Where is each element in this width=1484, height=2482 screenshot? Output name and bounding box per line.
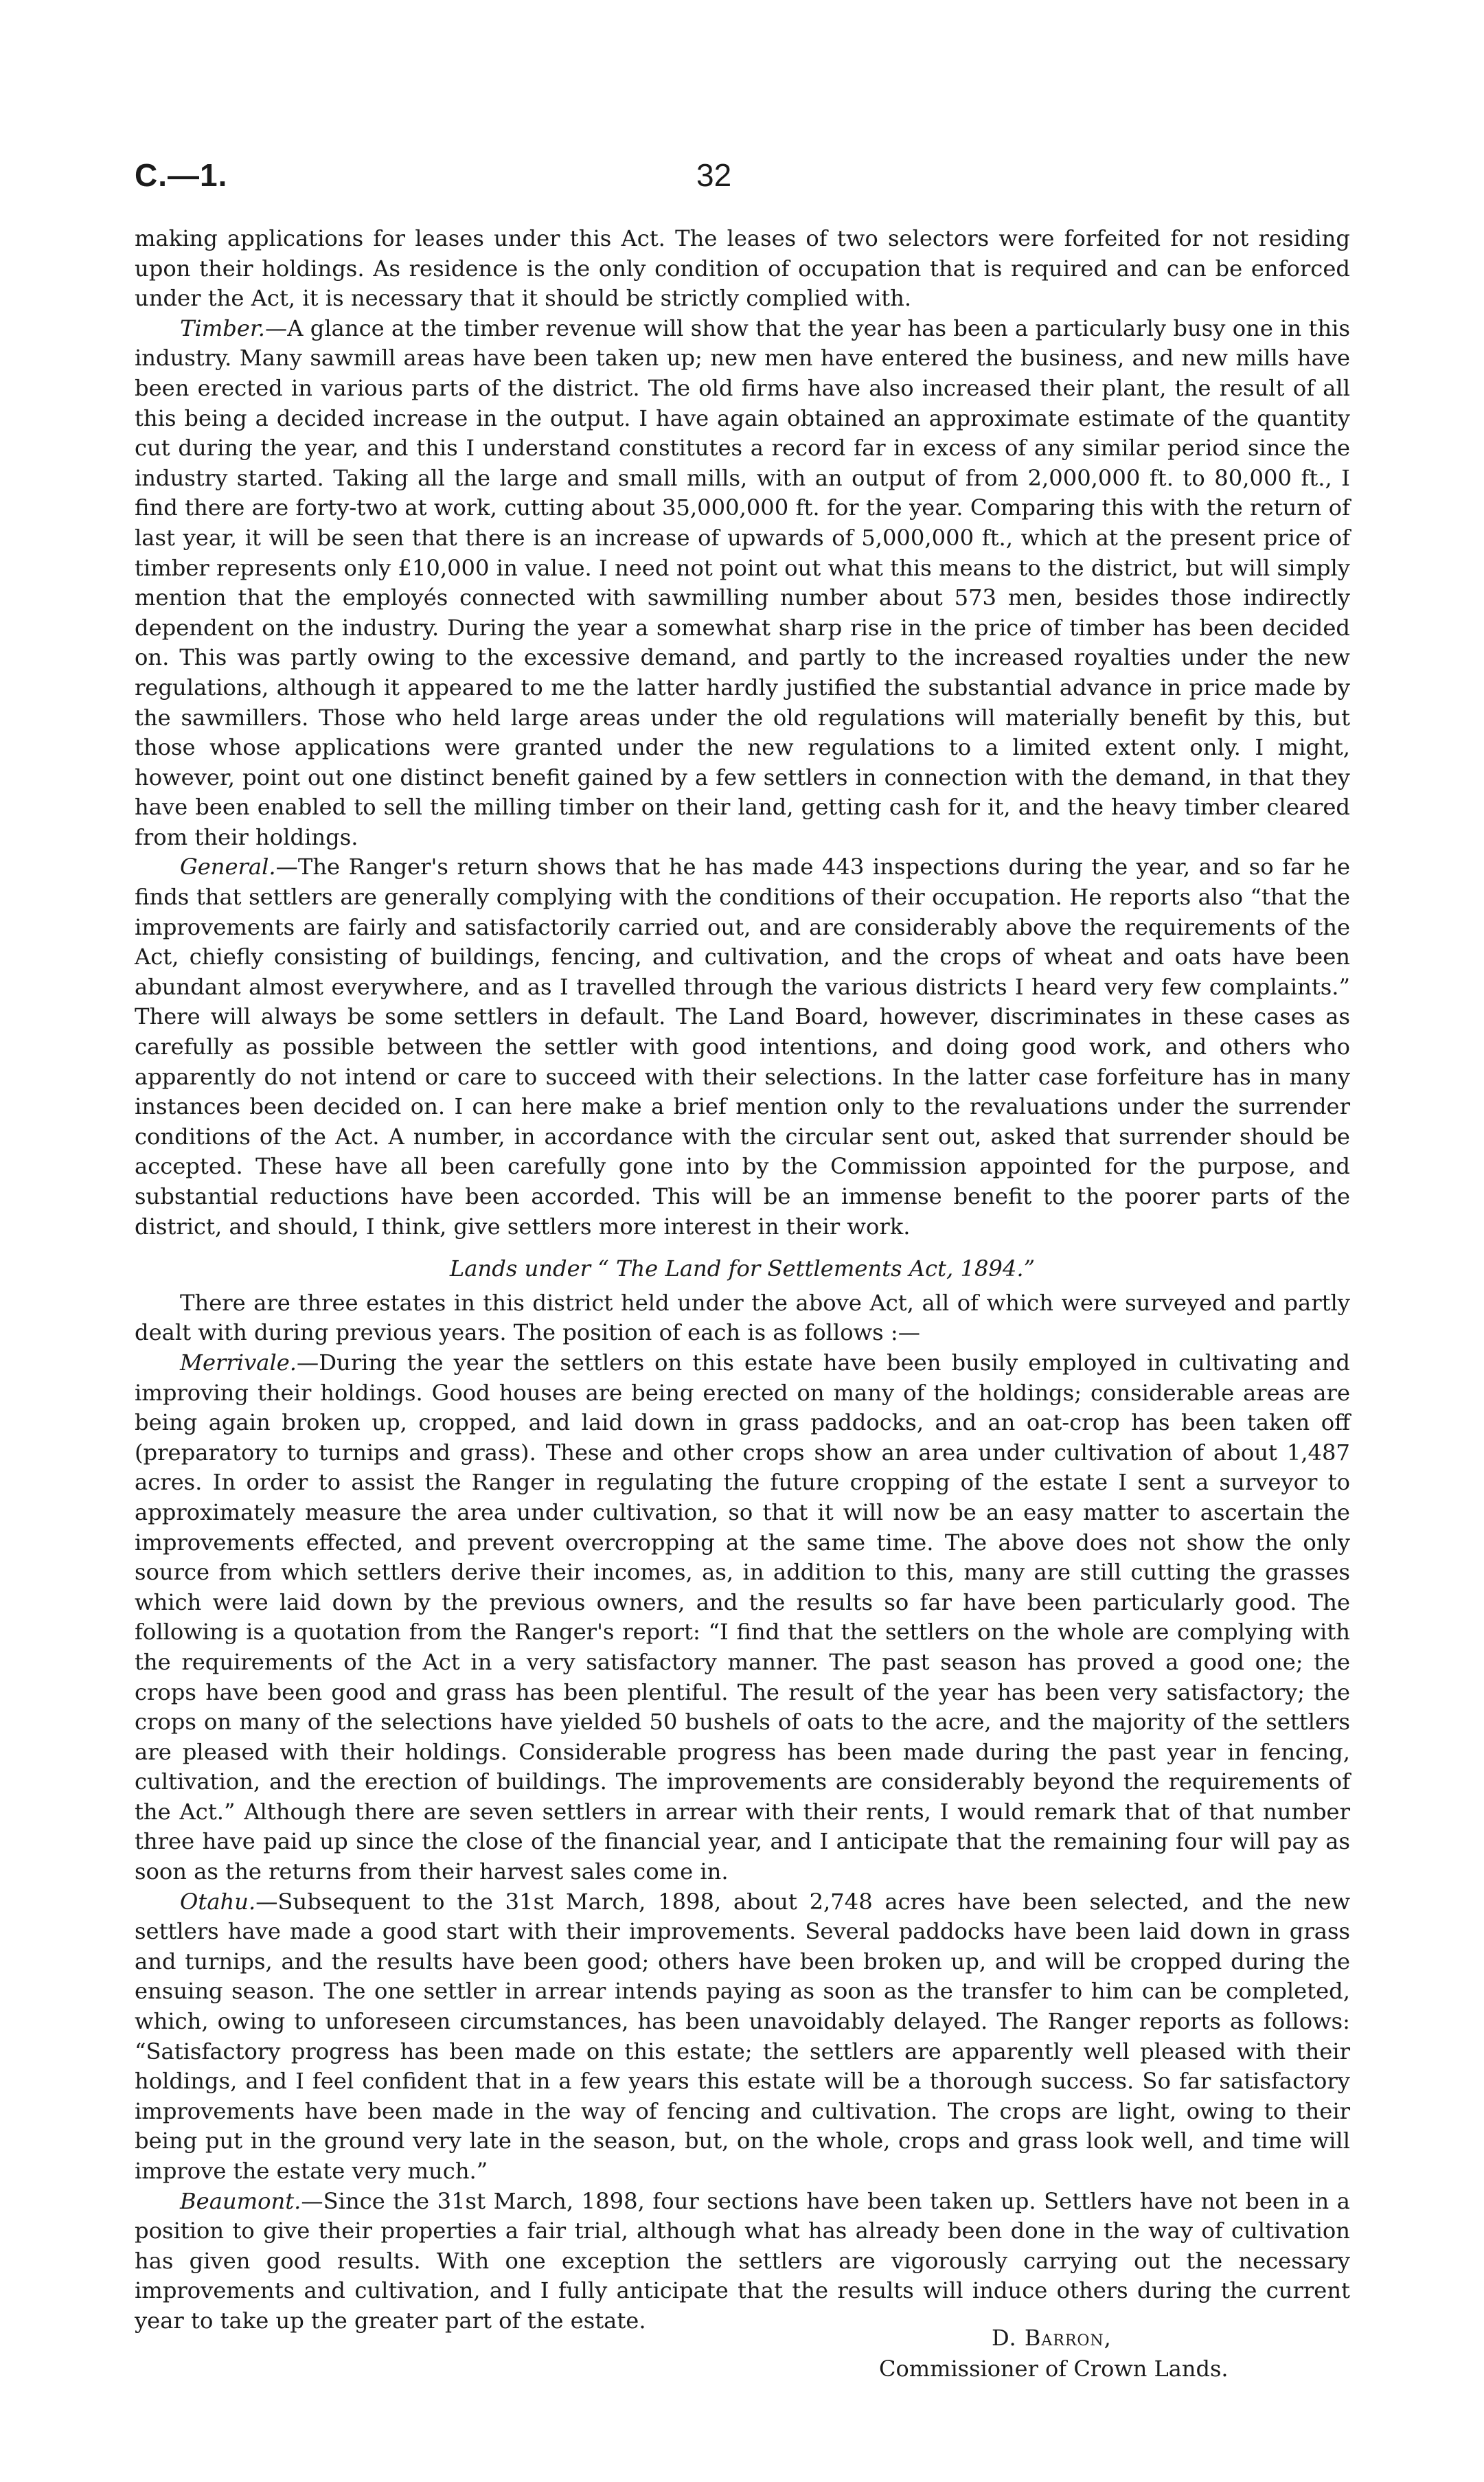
paragraph-lead: Merrivale. (180, 1349, 297, 1376)
paragraph-merrivale: Merrivale.—During the year the settlers on this estate have been busily employed in cultivating and improving their holdings. Good houses are being erected on many of the holdings; considerable areas are being again broken up, cropped, and laid down in grass paddocks, and an oat-crop has been taken off (preparatory to turnips and grass). These and other crops show an area under cultivation of about 1,487 acres. In order to assist the Ranger in regulating the future cropping of the estate I sent a surveyor to approximately measure the area under cultivation, so that it will now be an easy matter to ascertain the improvements effected, and prevent overcropping at the same time. The above does not show the only source from which settlers derive their incomes, as, in addition to this, many are still cutting the grasses which were laid down by the previous owners, and the results so far have been particularly good. The following is a quotation from the Ranger's report: “I find that the settlers on the whole are complying with the requirements of the Act in a very satisfactory manner. The past season has proved a good one; the crops have been good and grass has been plentiful. The result of the year has been very satisfactory; the crops on many of the selections have yielded 50 bushels of oats to the acre, and the majority of the settlers are pleased with their holdings. Considerable progress has been made during the past year in fencing, cultivation, and the erection of buildings. The improvements are considerably beyond the requirements of the Act.” Although there are seven settlers in arrear with their rents, I would remark that of that number three have paid up since the close of the financial year, and I anticipate that the remaining four will pay as soon as the returns from their harvest sales come in. (135, 1349, 1350, 1885)
paragraph-estates-intro: There are three estates in this district held under the above Act, all of which were surveyed and partly dealt with during previous years. The position of each is as follows :— (135, 1289, 1350, 1346)
signature-title: Commissioner of Crown Lands. (879, 2356, 1229, 2382)
paragraph-general: General.—The Ranger's return shows that he has made 443 inspections during the year, and so far he finds that settlers are generally complying with the conditions of their occupation. He reports also “that the improvements are fairly and satisfactorily carried out, and are considerably above the requirements of the Act, chiefly consisting of buildings, fencing, and cultivation, and the crops of wheat and oats have been abundant almost everywhere, and as I travelled through the various districts I heard very few complaints.” There will always be some settlers in default. The Land Board, however, discriminates in these cases as carefully as possible between the settler with good intentions, and doing good work, and others who apparently do not intend or care to succeed with their selections. In the latter case forfeiture has in many instances been decided on. I can here make a brief mention only to the revaluations under the surrender conditions of the Act. A number, in accordance with the circular sent out, asked that surrender should be accepted. These have all been carefully gone into by the Commission appointed for the purpose, and substantial reductions have been accorded. This will be an immense benefit to the poorer parts of the district, and should, I think, give settlers more interest in their work. (135, 854, 1350, 1240)
paragraph-lead: General. (180, 854, 276, 880)
paragraph-lead: Otahu. (180, 1888, 256, 1915)
paragraph-timber: Timber.—A glance at the timber revenue will show that the year has been a particularly busy one in this industry. Many sawmill areas have been taken up; new men have entered the business, and new mills have been erected in various parts of the district. The old firms have also increased their plant, the result of all this being a decided increase in the output. I have again obtained an approximate estimate of the quantity cut during the year, and this I understand constitutes a record far in excess of any similar period since the industry started. Taking all the large and small mills, with an output of from 2,000,000 ft. to 80,000 ft., I find there are forty-two at work, cutting about 35,000,000 ft. for the year. Comparing this with the return of last year, it will be seen that there is an increase of upwards of 5,000,000 ft., which at the present price of timber represents only £10,000 in value. I need not point out what this means to the district, but will simply mention that the employés connected with sawmilling number about 573 men, besides those indirectly dependent on the industry. During the year a somewhat sharp rise in the price of timber has been decided on. This was partly owing to the excessive demand, and partly to the increased royalties under the new regulations, although it appeared to me the latter hardly justified the substantial advance in price made by the sawmillers. Those who held large areas under the old regulations will materially benefit by this, but those whose applications were granted under the new regulations to a limited extent only. I might, however, point out one distinct benefit gained by a few settlers in connection with the demand, in that they have been enabled to sell the milling timber on their land, getting cash for it, and the heavy timber cleared from their holdings. (135, 315, 1350, 850)
signature-name: D. Barron, (992, 2325, 1112, 2351)
page-number: 32 (696, 157, 732, 193)
paragraph-continuation: making applications for leases under this Act. The leases of two selectors were forfeited for not residing upon their holdings. As residence is the only condition of occupation that is required and can be enforced under the Act, it is necessary that it should be strictly complied with. (135, 225, 1350, 312)
document-code: C.—1. (135, 157, 228, 193)
paragraph-lead: Beaumont. (180, 2187, 301, 2214)
section-heading: Lands under “ The Land for Settlements Act, 1894.” (449, 1255, 1036, 1282)
paragraph-beaumont: Beaumont.—Since the 31st March, 1898, four sections have been taken up. Settlers have not been in a position to give their properties a fair trial, although what has already been done in the way of cultivation has given good results. With one exception the settlers are vigorously carrying out the necessary improvements and cultivation, and I fully anticipate that the results will induce others during the current year to take up the greater part of the estate. (135, 2187, 1350, 2334)
paragraph-otahu: Otahu.—Subsequent to the 31st March, 1898, about 2,748 acres have been selected, and the new settlers have made a good start with their improvements. Several paddocks have been laid down in grass and turnips, and the results have been good; others have been broken up, and will be cropped during the ensuing season. The one settler in arrear intends paying as soon as the transfer to him can be completed, which, owing to unforeseen circumstances, has been unavoidably delayed. The Ranger reports as follows: “Satisfactory progress has been made on this estate; the settlers are apparently well pleased with their holdings, and I feel confident that in a few years this estate will be a thorough success. So far satisfactory improvements have been made in the way of fencing and cultivation. The crops are light, owing to their being put in the ground very late in the season, but, on the whole, crops and grass look well, and time will improve the estate very much.” (135, 1888, 1350, 2184)
document-body (135, 224, 1350, 2336)
paragraph-lead: Timber. (180, 315, 266, 341)
